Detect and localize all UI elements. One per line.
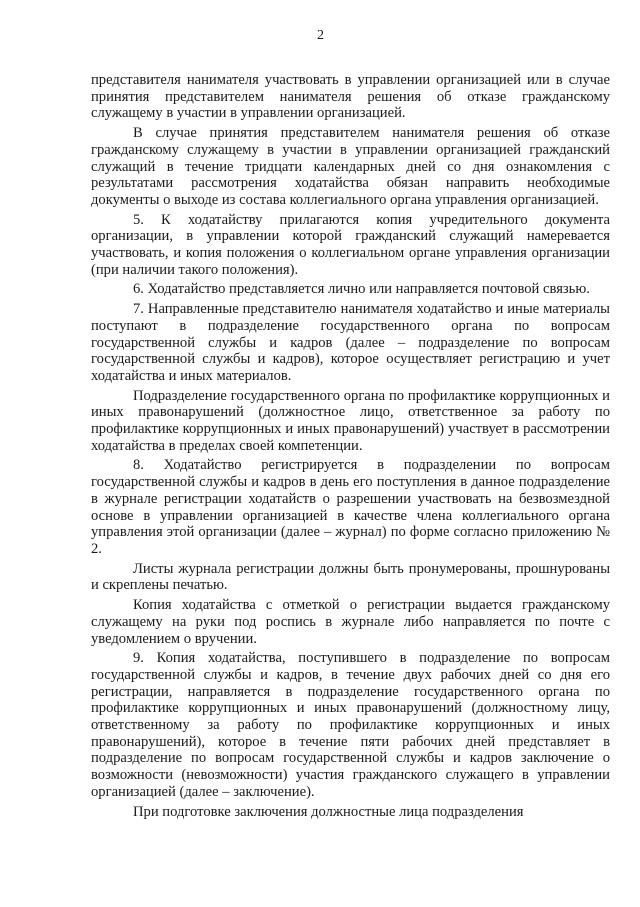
paragraph-item-6: 6. Ходатайство представляется лично или направляется почтовой связью. bbox=[133, 281, 590, 298]
paragraph-item-8: 8. Ходатайство регистрируется в подразделении по вопросам государственной службы и кадров в день его поступления в данное подразделение в журнале регистрации ходатайств о разрешении участвовать на безвозмездной основе в управлении организацией в качестве члена коллегиального органа управления этой организации (далее – журнал) по форме согласно приложению № 2. bbox=[91, 457, 610, 557]
page-number: 2 bbox=[317, 28, 324, 43]
paragraph-journal-sheets: Листы журнала регистрации должны быть пронумерованы, прошнурованы и скреплены печатью. bbox=[91, 560, 610, 594]
paragraph-refusal-case: В случае принятия представителем нанимателя решения об отказе гражданскому служащему в участии в управлении организацией гражданский служащий в течение тридцати календарных дней со дня ознакомления с результатами рассмотрения ходатайства обязан направить необходимые документы о выходе из состава коллегиального органа управления организацией. bbox=[91, 125, 610, 208]
paragraph-item-7: 7. Направленные представителю нанимателя ходатайство и иные материалы поступают в подразделение государственного органа по вопросам государственной службы и кадров (далее – подразделение по вопросам государственной службы и кадров), которое осуществляет регистрацию и учет ходатайства и иных материалов. bbox=[91, 301, 610, 384]
paragraph-item-5: 5. К ходатайству прилагаются копия учредительного документа организации, в управлении которой гражданский служащий намеревается участвовать, и копия положения о коллегиальном органе управления организации (при наличии такого положения). bbox=[91, 211, 610, 278]
paragraph-conclusion-preparation: При подготовке заключения должностные лица подразделения bbox=[133, 803, 524, 820]
paragraph-item-9: 9. Копия ходатайства, поступившего в подразделение по вопросам государственной службы и кадров, в течение двух рабочих дней со дня его регистрации, направляется в подразделение государственного органа по профилактике коррупционных и иных правонарушений (должностному лицу, ответственному за работу по профилактике коррупционных и иных правонарушений), которое в течение пяти рабочих дней представляет в подразделение по вопросам государственной службы и кадров заключение о возможности (невозможности) участия гражданского служащего в управлении организацией (далее – заключение). bbox=[91, 650, 610, 800]
paragraph-continuation: представителя нанимателя участвовать в управлении организацией или в случае принятия представителем нанимателя решения об отказе гражданскому служащему в участии в управлении организацией. bbox=[91, 72, 610, 122]
paragraph-anticorruption-unit: Подразделение государственного органа по профилактике коррупционных и иных правонарушений (должностное лицо, ответственное за работу по профилактике коррупционных и иных правонарушений) участвует в рассмотрении ходатайства в пределах своей компетенции. bbox=[91, 387, 610, 454]
paragraph-copy-issued: Копия ходатайства с отметкой о регистрации выдается гражданскому служащему на руки под роспись в журнале либо направляется по почте с уведомлением о вручении. bbox=[91, 597, 610, 647]
